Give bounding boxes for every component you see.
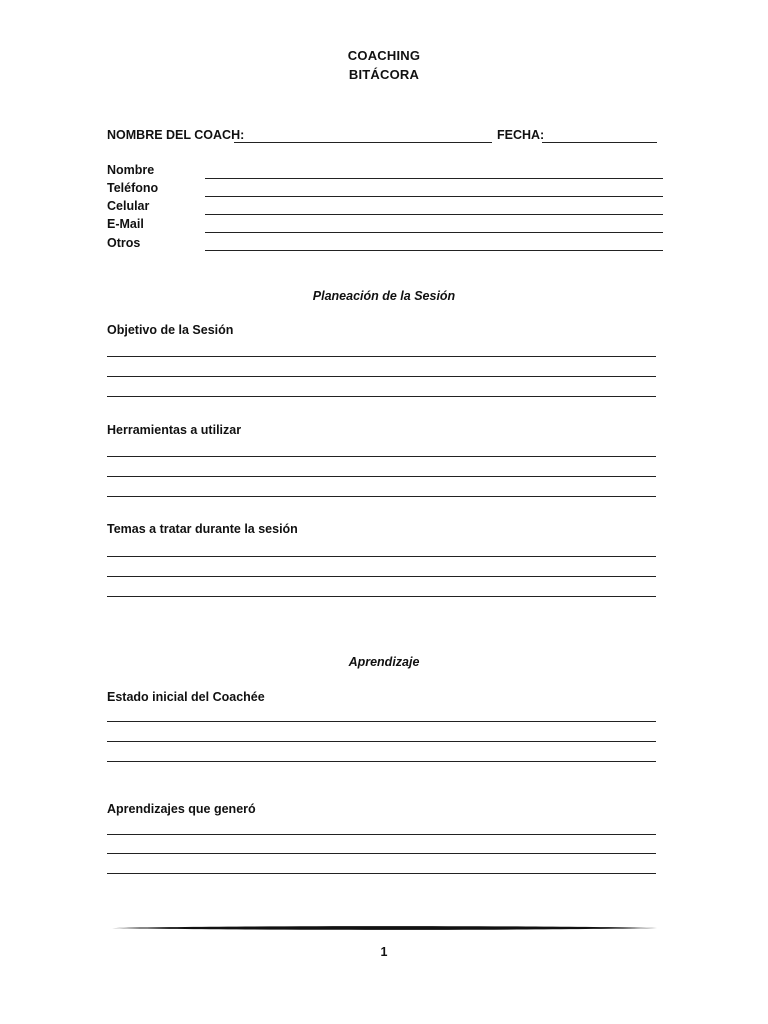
initial-state-line-3[interactable] <box>107 761 656 762</box>
topics-line-2[interactable] <box>107 576 656 577</box>
page-number: 1 <box>380 945 388 959</box>
document-title: COACHING <box>347 48 421 63</box>
footer-divider <box>112 925 657 931</box>
objective-label: Objetivo de la Sesión <box>107 323 234 337</box>
tools-line-2[interactable] <box>107 476 656 477</box>
contact-field-telefono[interactable] <box>205 196 663 197</box>
objective-line-3[interactable] <box>107 396 656 397</box>
tools-line-1[interactable] <box>107 456 656 457</box>
coach-name-label: NOMBRE DEL COACH: <box>107 128 245 142</box>
learnings-line-3[interactable] <box>107 873 656 874</box>
tools-line-3[interactable] <box>107 496 656 497</box>
contact-label-email: E-Mail <box>107 217 144 231</box>
date-label: FECHA: <box>497 128 545 142</box>
objective-line-2[interactable] <box>107 376 656 377</box>
coach-name-field[interactable] <box>234 142 492 143</box>
document-subtitle: BITÁCORA <box>348 67 420 82</box>
contact-field-email[interactable] <box>205 232 663 233</box>
objective-line-1[interactable] <box>107 356 656 357</box>
topics-line-1[interactable] <box>107 556 656 557</box>
initial-state-label: Estado inicial del Coachée <box>107 690 265 704</box>
contact-label-celular: Celular <box>107 199 150 213</box>
date-field[interactable] <box>542 142 657 143</box>
contact-field-celular[interactable] <box>205 214 663 215</box>
contact-label-nombre: Nombre <box>107 163 155 177</box>
topics-label: Temas a tratar durante la sesión <box>107 522 298 536</box>
initial-state-line-2[interactable] <box>107 741 656 742</box>
initial-state-line-1[interactable] <box>107 721 656 722</box>
topics-line-3[interactable] <box>107 596 656 597</box>
contact-field-nombre[interactable] <box>205 178 663 179</box>
contact-field-otros[interactable] <box>205 250 663 251</box>
tools-label: Herramientas a utilizar <box>107 423 242 437</box>
planning-section-title: Planeación de la Sesión <box>312 289 456 303</box>
learnings-line-1[interactable] <box>107 834 656 835</box>
learnings-label: Aprendizajes que generó <box>107 802 256 816</box>
contact-label-telefono: Teléfono <box>107 181 159 195</box>
learnings-line-2[interactable] <box>107 853 656 854</box>
contact-label-otros: Otros <box>107 236 141 250</box>
learning-section-title: Aprendizaje <box>348 655 420 669</box>
